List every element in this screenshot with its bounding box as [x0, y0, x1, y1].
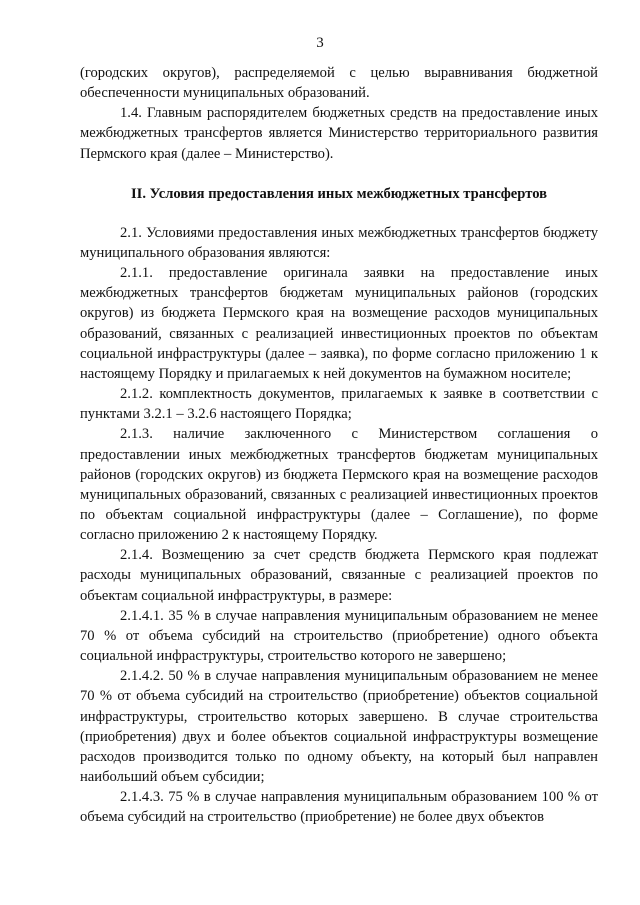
paragraph-1-4: 1.4. Главным распорядителем бюджетных средств на предоставление иных межбюджетных трансфертов является Министерство территориального развития Пермского края (далее – Министерство).: [80, 105, 598, 162]
paragraph-2-1-4-2: 2.1.4.2. 50 % в случае направления муниципальным образованием не менее 70 % от объема субсидий на строительство (приобретение) объектов социальной инфраструктуры, строительство которых завершено. В случае строительства (приобретения) двух и более объектов социальной инфраструктуры возмещение расходов производится только по одному объекту, на который был направлен наибольший объем субсидии;: [80, 668, 598, 785]
paragraph-2-1-4: 2.1.4. Возмещению за счет средств бюджета Пермского края подлежат расходы муниципальных образований, связанные с реализацией проектов по объектам социальной инфраструктуры, в размере:: [80, 547, 598, 604]
paragraph-2-1-2: 2.1.2. комплектность документов, прилагаемых к заявке в соответствии с пунктами 3.2.1 – 3.2.6 настоящего Порядка;: [80, 386, 598, 423]
document-body: [80, 63, 598, 827]
paragraph-2-1-4-1: 2.1.4.1. 35 % в случае направления муниципальным образованием не менее 70 % от объема субсидий на строительство (приобретение) одного объекта социальной инфраструктуры, строительство которого не завершено;: [80, 607, 598, 665]
paragraph-2-1-4-3: 2.1.4.3. 75 % в случае направления муниципальным образованием 100 % от объема субсидий на строительство (приобретение) не более двух объектов: [80, 789, 598, 826]
section-heading: II. Условия предоставления иных межбюджетных трансфертов: [130, 185, 548, 202]
paragraph-continuation: (городских округов), распределяемой с целью выравнивания бюджетной обеспеченности муниципальных образований.: [80, 65, 598, 102]
page-number: 3: [316, 35, 324, 51]
paragraph-2-1-3: 2.1.3. наличие заключенного с Министерством соглашения о предоставлении иных межбюджетных трансфертов бюджетам муниципальных районов (городских округов) из бюджета Пермского края на возмещение расходов муниципальных образований, связанных с реализацией инвестиционных проектов по объектам социальной инфраструктуры (далее – Соглашение), по форме согласно приложению 2 к настоящему Порядку.: [80, 426, 598, 544]
paragraph-2-1: 2.1. Условиями предоставления иных межбюджетных трансфертов бюджету муниципального образования являются:: [80, 224, 598, 261]
paragraph-2-1-1: 2.1.1. предоставление оригинала заявки на предоставление иных межбюджетных трансфертов бюджетам муниципальных районов (городских округов) из бюджета Пермского края на возмещение расходов муниципальных образований, связанных с реализацией инвестиционных проектов по объектам социальной инфраструктуры (далее – заявка), по форме согласно приложению 1 к настоящему Порядку и прилагаемых к ней документов на бумажном носителе;: [80, 265, 598, 382]
